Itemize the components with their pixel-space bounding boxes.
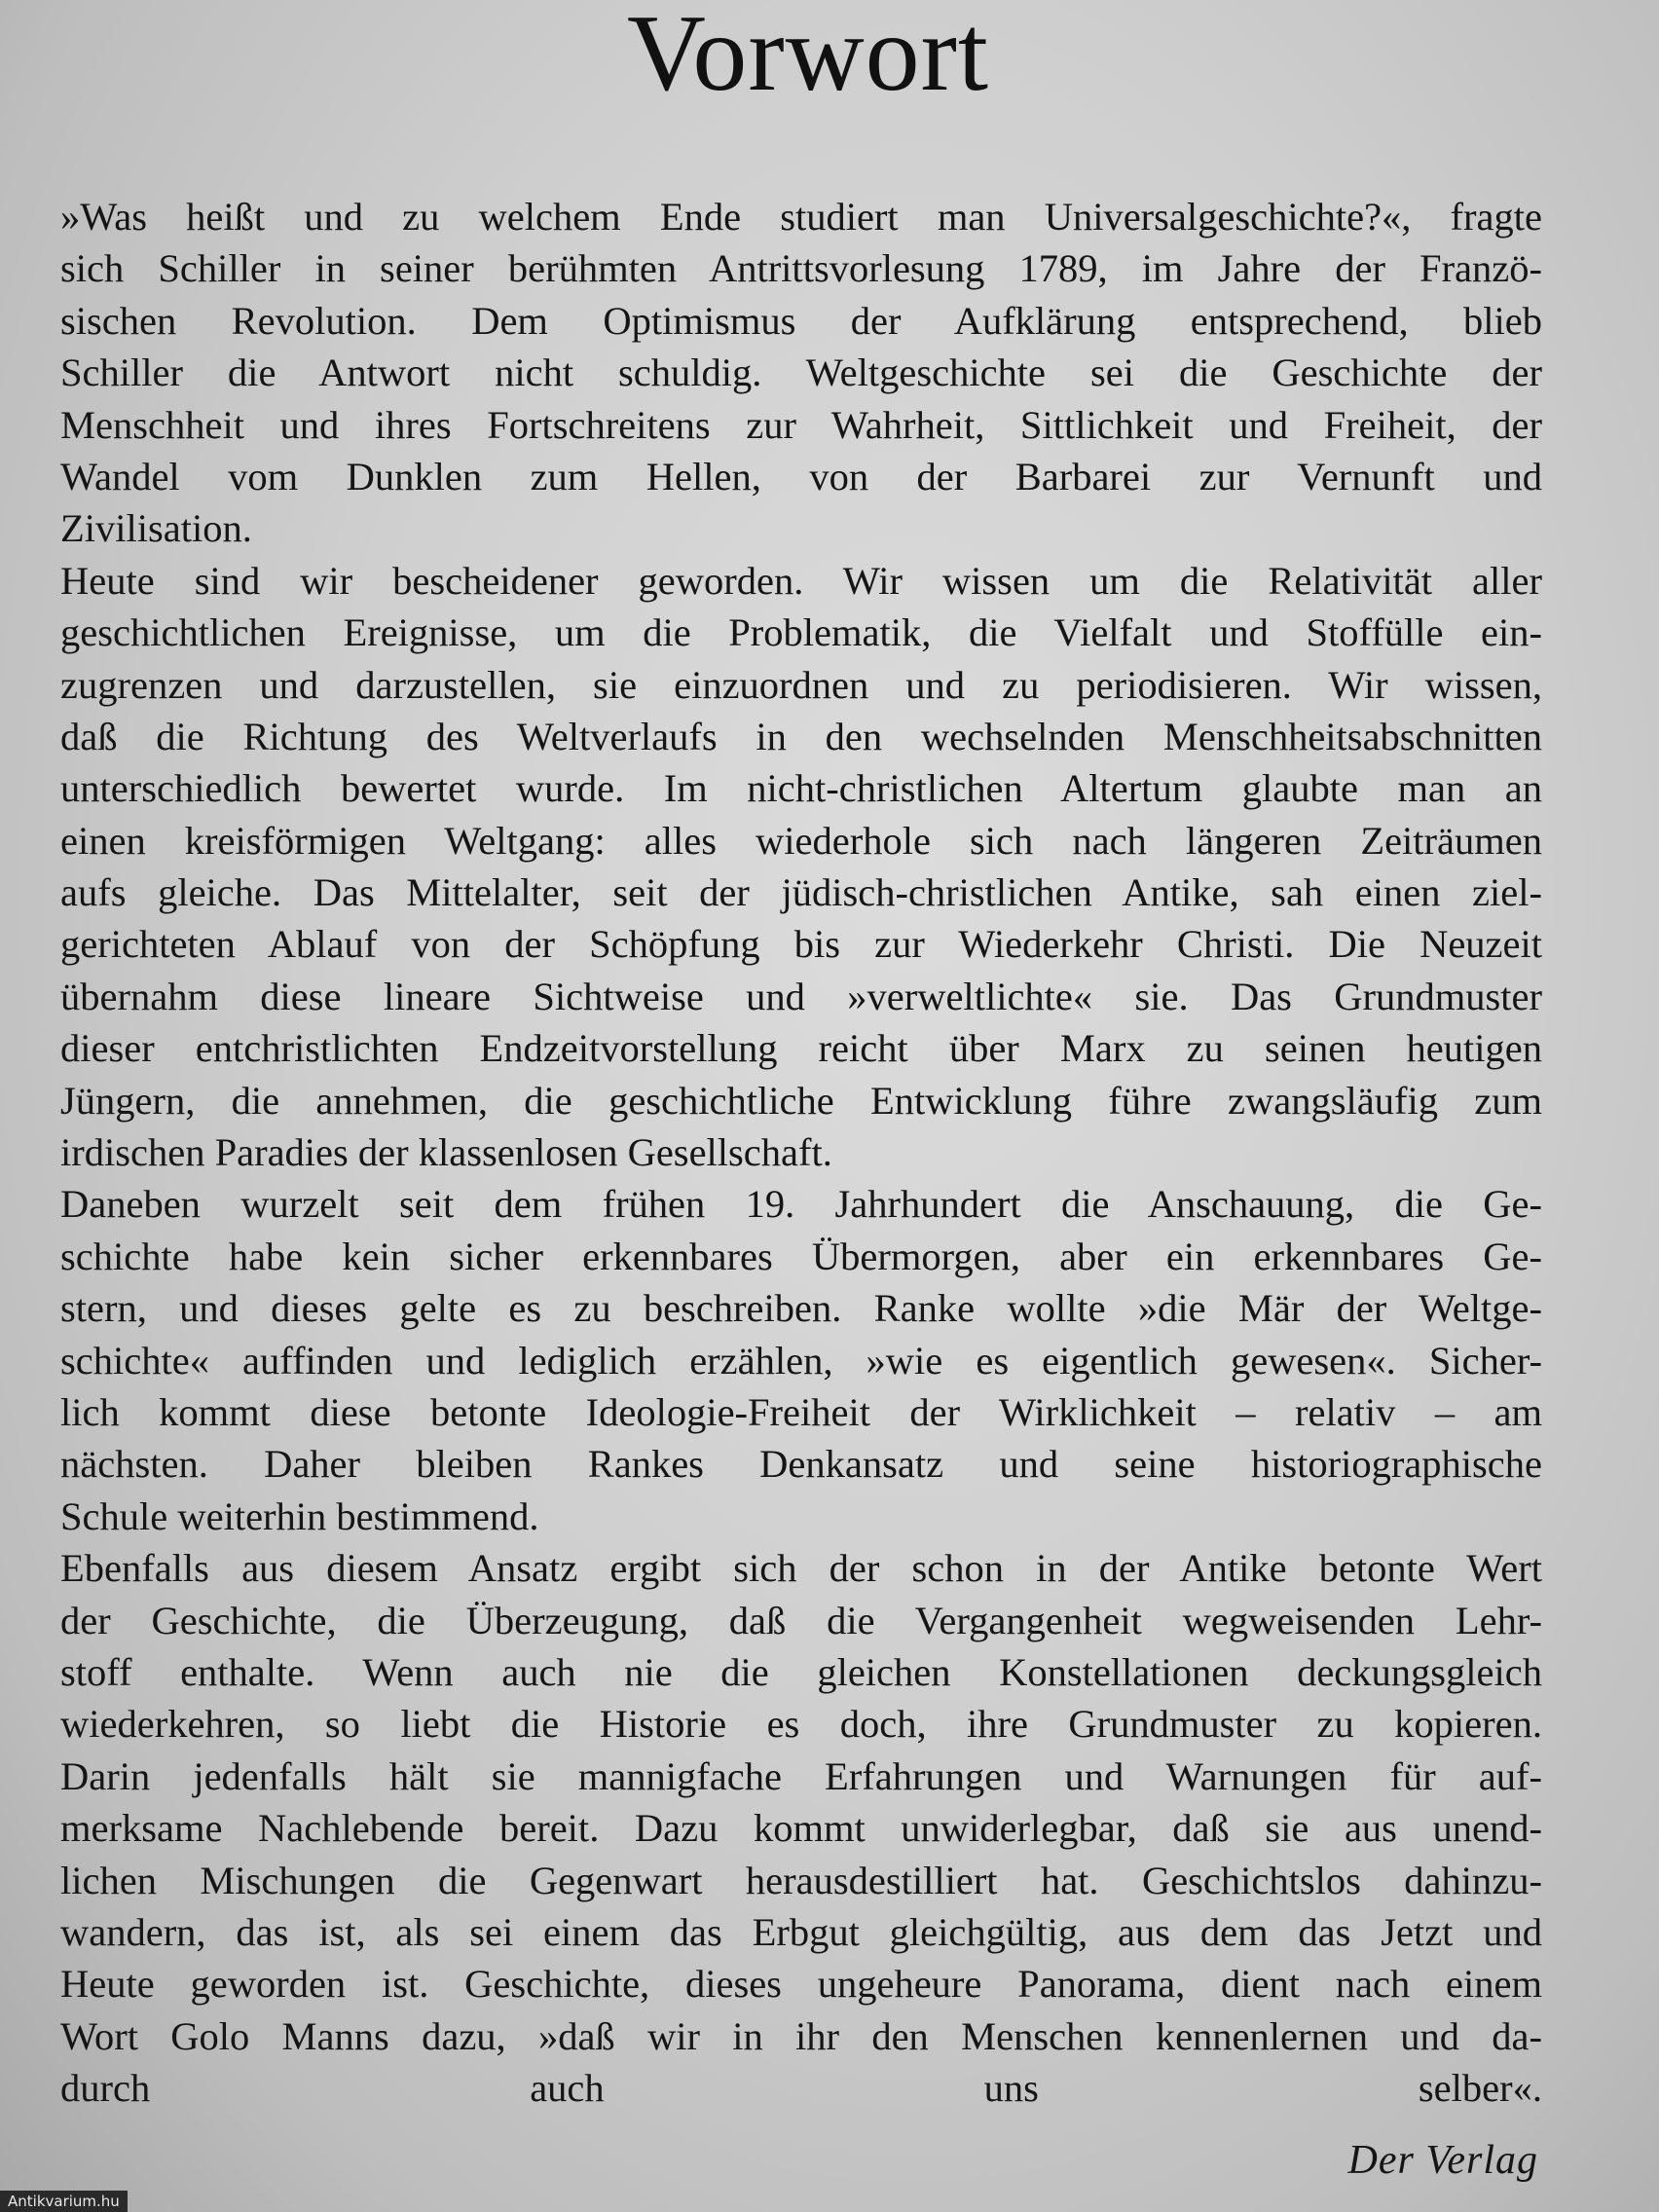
text-line: nächsten. Daher bleiben Rankes Denkansatz und seine historiographische <box>60 1442 1542 1487</box>
text-line: »Was heißt und zu welchem Ende studiert man Universalgeschichte?«, fragte <box>60 195 1542 239</box>
text-line: Schule weiterhin bestimmend. <box>60 1493 539 1538</box>
text-line: lich kommt diese betonte Ideologie-Freiheit der Wirklichkeit – relativ – am <box>60 1389 1542 1434</box>
text-line: Ebenfalls aus diesem Ansatz ergibt sich der schon in der Antike betonte Wert <box>60 1546 1542 1591</box>
page-title: Vorwort <box>626 0 990 114</box>
text-line: wiederkehren, so liebt die Historie es doch, ihre Grundmuster zu kopieren. <box>60 1702 1542 1747</box>
text-line: Heute sind wir bescheidener geworden. Wir wissen um die Relativität aller <box>60 558 1542 603</box>
text-line: gerichteten Ablauf von der Schöpfung bis zur Wiederkehr Christi. Die Neuzeit <box>60 922 1542 967</box>
text-line: Darin jedenfalls hält sie mannigfache Erfahrungen und Warnungen für auf- <box>60 1753 1542 1798</box>
text-line: geschichtlichen Ereignisse, um die Problematik, die Vielfalt und Stoffülle ein- <box>60 610 1542 655</box>
text-line: merksame Nachlebende bereit. Dazu kommt unwiderlegbar, daß sie aus unend- <box>60 1806 1542 1851</box>
text-line: sich Schiller in seiner berühmten Antrittsvorlesung 1789, im Jahre der Franzö- <box>60 246 1542 291</box>
text-line: zugrenzen und darzustellen, sie einzuordnen und zu periodisieren. Wir wissen, <box>60 662 1542 707</box>
text-line: sischen Revolution. Dem Optimismus der Aufklärung entsprechend, blieb <box>60 298 1542 343</box>
text-line: stoff enthalte. Wenn auch nie die gleichen Konstellationen deckungsgleich <box>60 1649 1542 1694</box>
signature: Der Verlag <box>1347 2138 1538 2183</box>
text-line: Zivilisation. <box>60 506 252 551</box>
text-line: irdischen Paradies der klassenlosen Gesellschaft. <box>60 1130 832 1175</box>
text-line: Heute geworden ist. Geschichte, dieses ungeheure Panorama, dient nach einem <box>60 1962 1542 2007</box>
text-line: stern, und dieses gelte es zu beschreiben. Ranke wollte »die Mär der Weltge- <box>60 1286 1542 1331</box>
text-line: aufs gleiche. Das Mittelalter, seit der jüdisch-christlichen Antike, sah einen ziel- <box>60 870 1542 915</box>
text-line: schichte« auffinden und lediglich erzählen, »wie es eigentlich gewesen«. Sicher- <box>60 1338 1542 1382</box>
text-line: durch auch uns selber«. <box>60 2066 1542 2111</box>
watermark: Antikvarium.hu <box>0 2191 128 2212</box>
text-line: lichen Mischungen die Gegenwart herausdestilliert hat. Geschichtslos dahinzu- <box>60 1858 1542 1902</box>
text-line: Jüngern, die annehmen, die geschichtliche Entwicklung führe zwangsläufig zum <box>60 1078 1542 1123</box>
text-line: daß die Richtung des Weltverlaufs in den wechselnden Menschheitsabschnitten <box>60 714 1542 758</box>
text-line: der Geschichte, die Überzeugung, daß die Vergangenheit wegweisenden Lehr- <box>60 1598 1542 1642</box>
text-line: Daneben wurzelt seit dem frühen 19. Jahrhundert die Anschauung, die Ge- <box>60 1182 1542 1227</box>
text-line: wandern, das ist, als sei einem das Erbgut gleichgültig, aus dem das Jetzt und <box>60 1909 1542 1954</box>
text-line: einen kreisförmigen Weltgang: alles wiederhole sich nach längeren Zeiträumen <box>60 818 1542 863</box>
text-line: schichte habe kein sicher erkennbares Übermorgen, aber ein erkennbares Ge- <box>60 1234 1542 1278</box>
text-line: unterschiedlich bewertet wurde. Im nicht-christlichen Altertum glaubte man an <box>60 766 1542 811</box>
text-line: übernahm diese lineare Sichtweise und »verweltlichte« sie. Das Grundmuster <box>60 974 1542 1018</box>
text-line: dieser entchristlichten Endzeitvorstellung reicht über Marx zu seinen heutigen <box>60 1026 1542 1071</box>
text-line: Wandel vom Dunklen zum Hellen, von der Barbarei zur Vernunft und <box>60 454 1542 498</box>
text-line: Menschheit und ihres Fortschreitens zur Wahrheit, Sittlichkeit und Freiheit, der <box>60 402 1542 447</box>
text-line: Wort Golo Manns dazu, »daß wir in ihr den Menschen kennenlernen und da- <box>60 2013 1542 2058</box>
text-line: Schiller die Antwort nicht schuldig. Weltgeschichte sei die Geschichte der <box>60 350 1542 395</box>
body-text <box>60 191 1542 2114</box>
